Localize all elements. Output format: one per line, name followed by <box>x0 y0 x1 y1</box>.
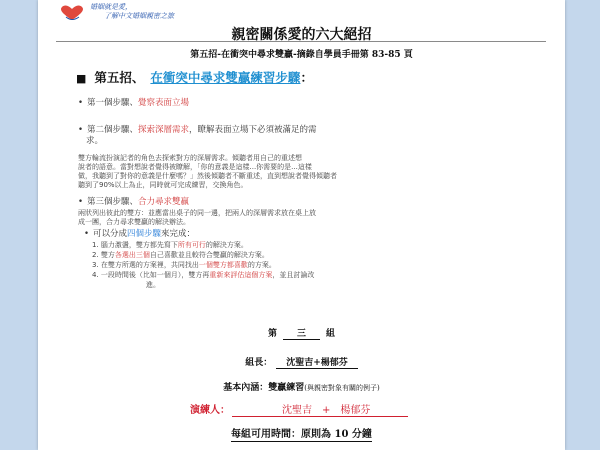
group-number: 三 <box>283 326 320 340</box>
note-line-2: 說者的語意。當對想說者覺得被瞭解，「你的意義是這樣...你需要的是...這樣 <box>78 163 312 171</box>
step-3-description <box>78 209 316 227</box>
note-line-4: 聽到了90%以上為止，同時就可完成練習，交換角色。 <box>78 181 248 189</box>
step-2-rest: ，瞭解表面立場下必須被滿足的需 <box>189 125 317 135</box>
sub-step-2-suffix: 自己喜歡並且較符合雙贏的解決方案。 <box>149 251 269 259</box>
step-1-prefix: 第一個步驟、 <box>87 98 139 108</box>
sub-step-4-suffix: ，並且討論改 <box>272 271 315 279</box>
logo-line-2: 了解中文婚姻親密之旅 <box>104 12 174 20</box>
sub-step-3-suffix: 的方案。 <box>247 261 276 269</box>
sub-step-1-prefix: 1. 腦力激盪，雙方都先寫下 <box>92 241 178 249</box>
step-1 <box>78 98 189 109</box>
step-3-line-1: 兩狀列出彼此的雙方：並應當出桌子的同一邊，把兩人的深層需求放在桌上放 <box>78 209 316 217</box>
page-subtitle: 第五招-在衝突中尋求雙贏-摘錄自學員手冊第 83-85 頁 <box>190 50 413 60</box>
sub-step-2-highlight: 各選出三個 <box>114 251 150 259</box>
sub-step-2 <box>92 251 269 260</box>
step-2-note <box>78 154 337 190</box>
group-line <box>38 326 565 340</box>
sub-step-4-highlight: 重新來評估這個方案 <box>209 271 273 279</box>
logo-tagline <box>90 3 174 21</box>
bullet-icon: • <box>78 197 84 207</box>
step-3-prefix: 第三個步驟、 <box>87 197 139 207</box>
sub-heading-suffix: 來完成： <box>161 229 196 239</box>
content-hint: (與親密對象有關的例子) <box>304 384 380 392</box>
bullet-icon: • <box>78 125 84 135</box>
page-title: 親密關係愛的六大絕招 <box>231 27 372 43</box>
logo-line-1: 婚姻就是愛， <box>90 3 132 11</box>
step-2-prefix: 第二個步驟、 <box>87 125 139 135</box>
trainer-names <box>232 401 408 417</box>
time-text: 每組可用時間：原則為 10 分鐘 <box>231 429 372 440</box>
bullet-icon: • <box>78 98 84 108</box>
sub-heading-highlight: 四個步驟 <box>127 229 162 239</box>
sub-step-3 <box>92 261 276 270</box>
sub-step-4-continued: 進。 <box>146 281 160 289</box>
sub-step-2-prefix: 2. 雙方 <box>92 251 115 259</box>
step-3 <box>78 197 189 208</box>
trainer-name-2: 楊郁芬 <box>340 405 371 416</box>
section-colon: ： <box>300 70 313 85</box>
step-2-highlight: 探索深層需求 <box>138 125 190 135</box>
sub-step-3-highlight: 一個雙方都喜歡 <box>198 261 248 269</box>
step-3-line-2: 成一團，合力尋求雙贏的解決辦法。 <box>78 218 190 226</box>
sub-step-3-prefix: 3. 在雙方所選的方案裡，共同找出 <box>92 261 199 269</box>
sub-step-4-prefix: 4. 一段時間後（比如一個月），雙方再 <box>92 271 210 279</box>
note-line-1: 雙方輪流扮演記者的角色去探索對方的深層需求。傾聽者用自己的重述想 <box>78 154 302 162</box>
group-suffix: 組 <box>326 329 336 339</box>
leader-value: 沈聖吉+楊郁芬 <box>276 355 358 369</box>
sub-step-1 <box>92 241 248 250</box>
group-prefix: 第 <box>267 329 277 339</box>
trainer-name-1: 沈聖吉 <box>282 405 312 416</box>
sub-heading-prefix: 可以分成 <box>93 229 128 239</box>
step-2-continued: 求。 <box>86 136 104 146</box>
step-2 <box>78 125 317 136</box>
trainer-line <box>190 401 408 417</box>
time-line <box>38 425 565 440</box>
bullet-icon: • <box>84 229 90 239</box>
content-label: 基本內涵：雙贏練習 <box>223 383 305 393</box>
document-page <box>38 0 565 450</box>
leader-label: 組長： <box>245 358 273 368</box>
note-line-3: 做，我聽到了對你的意義是什麼嗎？」然後傾聽者不斷重述，直到想說者覺得傾聽者 <box>78 172 337 180</box>
sub-step-4 <box>92 271 314 280</box>
sub-step-1-suffix: 的解決方案。 <box>205 241 248 249</box>
square-bullet-icon: ■ <box>76 72 87 85</box>
sub-step-1-highlight: 所有可行 <box>177 241 206 249</box>
leader-line <box>38 355 565 369</box>
section-heading <box>76 68 313 86</box>
title-divider <box>56 41 546 42</box>
trainer-label: 演練人： <box>190 405 230 416</box>
section-link[interactable]: 在衝突中尋求雙贏練習步驟 <box>150 70 301 85</box>
step-3-highlight: 合力尋求雙贏 <box>138 197 190 207</box>
section-label: 第五招、 <box>94 70 145 85</box>
content-line <box>38 380 565 393</box>
trainer-plus: + <box>322 405 331 416</box>
heart-logo-icon <box>57 3 87 23</box>
sub-steps-heading <box>84 229 195 240</box>
step-1-highlight: 覺察表面立場 <box>138 98 190 108</box>
